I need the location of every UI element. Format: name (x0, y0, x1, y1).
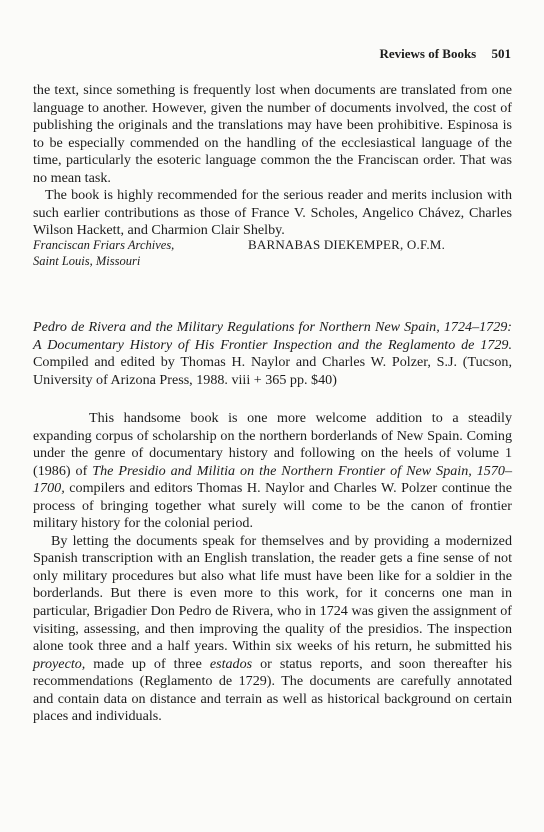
text-run: By letting the documents speak for themselves and by providing a modernized Spanish transcription with an English translation, the reader gets a fine sense of not only military procedures but also what life must have been like for a soldier in the borderlands. But there is even more to this work, for it concerns one man in particular, Brigadier Don Pedro de Rivera, who in 1724 was given the assignment of visiting, assessing, and then improving the quality of the presidios. The inspection alone took three and a half years. Within six weeks of his return, he submitted his (33, 532, 512, 655)
reviewer-name: BARNABAS DIEKEMPER, O.F.M. (248, 237, 446, 252)
text-run: compilers and editors Thomas H. Naylor and Charles W. Polzer continue the process of bringing together what surely will come to be the canon of frontier military history for the colonial period. (33, 480, 512, 532)
book-citation (33, 319, 512, 389)
review-paragraph (33, 533, 512, 726)
citation-text (33, 319, 512, 389)
italic-term: proyecto, (33, 655, 86, 672)
book-title: Pedro de Rivera and the Military Regulations for Northern New Spain, 1724–1729: A Documentary History of His Frontier Inspection and the Reglamento de 1729. (33, 319, 512, 353)
affiliation-line: Saint Louis, Missouri (33, 254, 141, 268)
reviewer-signature (33, 237, 512, 269)
text-run: This handsome book is one more welcome addition to a steadily expanding corpus of scholarship on the northern borderlands of New Spain. Coming under the genre of documentary history and following on the heels of volume 1 (1986) of (33, 410, 512, 479)
citation-details: Compiled and edited by Thomas H. Naylor and Charles W. Polzer, S.J. (Tucson, University of Arizona Press, 1988. viii + 365 pp. $40) (33, 354, 512, 388)
page-number: 501 (491, 46, 511, 61)
review-continuation (33, 82, 512, 240)
review-paragraph (33, 410, 512, 533)
cited-title: The Presidio and Militia on the Northern Frontier of New Spain, 1570–1700, (33, 462, 512, 497)
text-run: or status reports, and soon thereafter his recommendations (Reglamento de 1729). The documents are carefully annotated and contain data on distance and terrain as well as historical background on certain places and individuals. (33, 655, 512, 725)
review-paragraph: The book is highly recommended for the serious reader and merits inclusion with such earlier contributions as those of France V. Scholes, Angelico Chávez, Charles Wilson Hackett, and Charmion Clair Shelby. (33, 187, 512, 239)
text-run: made up of three (85, 655, 210, 672)
running-title: Reviews of Books (379, 46, 477, 61)
review-body (33, 410, 512, 726)
running-header (379, 45, 511, 63)
affiliation-line: Franciscan Friars Archives, (33, 238, 175, 252)
italic-term: estados (209, 655, 253, 672)
review-paragraph: the text, since something is frequently lost when documents are translated from one language to another. However, given the number of documents involved, the cost of publishing the originals and the translations may have been prohibitive. Espinosa is to be especially commended on the handling of the ecclesiastical language of the time, particularly the esoteric language common the the Franciscan order. That was no mean task. (33, 82, 512, 186)
